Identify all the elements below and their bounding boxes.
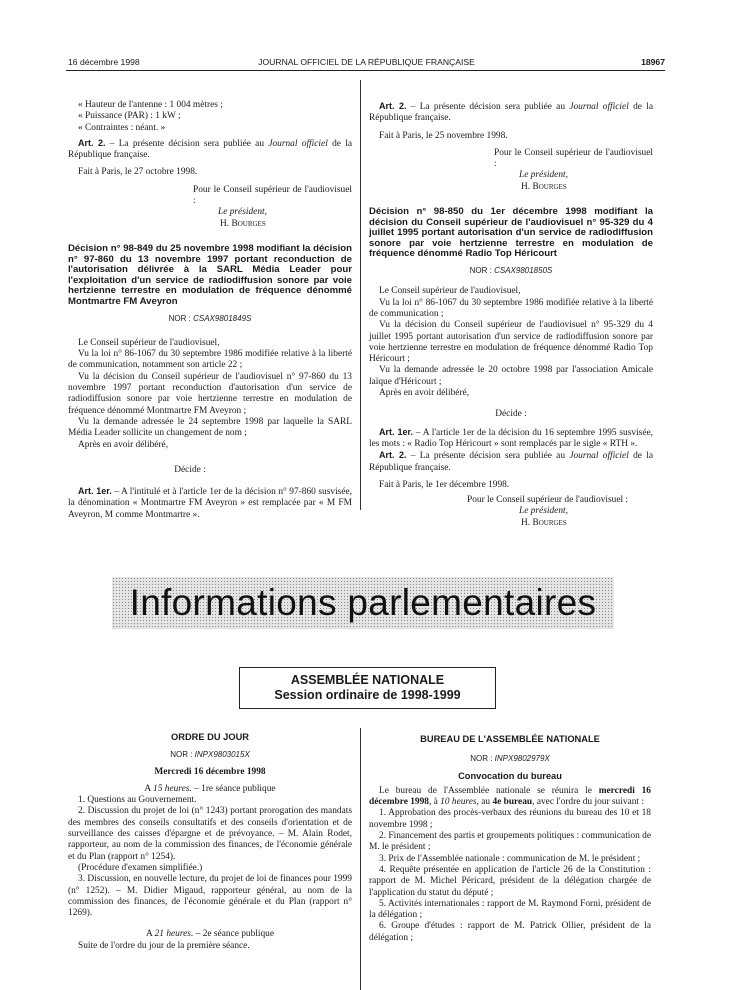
paragraph: Après en avoir délibéré, xyxy=(78,439,169,450)
nor-reference: NOR : INPX9802979X xyxy=(470,754,550,764)
page-header xyxy=(68,57,665,69)
article-label: Art. 2. xyxy=(78,137,106,148)
agenda-item: 3. Prix de l'Assemblée nationale : communication de M. le président ; xyxy=(379,853,641,864)
nor-reference: NOR : CSAX9801849S xyxy=(168,313,252,323)
agenda-item: (Procédure d'examen simplifiée.) xyxy=(78,862,203,873)
agenda-item: 1. Questions au Gouvernement. xyxy=(78,795,197,806)
nor-reference: NOR : CSAX9801850S xyxy=(469,266,553,276)
decide-heading: Décide : xyxy=(174,464,206,475)
signature-name: H. Bourges xyxy=(521,517,567,528)
agenda-item: 3. Discussion, en nouvelle lecture, du projet de loi de finances pour 1999 (n° 1252). – M. Didier Migaud, rapporteur général, au nom de la commission des finances, de l'économie générale et du Plan (rapport n° 1269). xyxy=(68,874,352,919)
column-divider-bottom xyxy=(360,728,361,990)
agenda-item: 2. Financement des partis et groupements politiques : communication de M. le président ; xyxy=(369,831,651,853)
paragraph: Vu la demande adressée le 20 octobre 1998 par l'association Amicale laïque d'Héricourt ; xyxy=(369,365,653,387)
article-label: Art. 2. xyxy=(379,450,407,461)
paragraph: Le Conseil supérieur de l'audiovisuel, xyxy=(78,337,220,348)
list-line: « Hauteur de l'antenne : 1 004 mètres ; xyxy=(78,100,223,110)
agenda-item: Suite de l'ordre du jour de la première séance. xyxy=(78,940,250,951)
article-1-paragraph: Art. 1er. – A l'intitulé et à l'article 1er de la décision n° 97-860 susvisée, la dénomination « Montmartre FM Aveyron » est remplacée par « M FM Aveyron, M comme Montmartre ». xyxy=(68,486,352,520)
signature-for: Pour le Conseil supérieur de l'audiovisuel : xyxy=(193,184,352,207)
article-label: Art. 2. xyxy=(379,101,407,111)
decision-title: Décision n° 98-850 du 1er décembre 1998 modifiant la décision du Conseil supérieur de l'audiovisuel n° 95-329 du 4 juillet 1995 portant autorisation d'un service de radiodiffusion sonore par voie hertzienne terrestre en modulation de fréquence dénommé Radio Top Héricourt xyxy=(369,206,653,260)
signature-role: Le président, xyxy=(218,207,267,218)
sitting-2: A 21 heures. – 2e séance publique xyxy=(145,929,275,940)
signature-role: Le président, xyxy=(519,506,568,517)
paragraph: Après en avoir délibéré, xyxy=(379,388,470,399)
paragraph: Le Conseil supérieur de l'audiovisuel, xyxy=(379,286,521,297)
place-date: Fait à Paris, le 27 octobre 1998. xyxy=(78,167,198,178)
list-line: « Contraintes : néant. » xyxy=(78,122,166,133)
header-date: 16 décembre 1998 xyxy=(68,57,140,67)
paragraph: Vu la décision du Conseil supérieur de l'audiovisuel n° 97-860 du 13 novembre 1997 portant reconduction d'autorisation d'un service de radiodiffusion sonore par voie hertzienne terrestre en modulation de fréquence dénommé Montmartre FM Aveyron ; xyxy=(68,371,352,416)
place-date: Fait à Paris, le 1er décembre 1998. xyxy=(379,479,510,490)
signature-for: Pour le Conseil supérieur de l'audiovisuel : xyxy=(494,147,653,170)
header-page-number: 18967 xyxy=(641,57,665,67)
place-date: Fait à Paris, le 25 novembre 1998. xyxy=(379,130,508,141)
paragraph: Vu la loi n° 86-1067 du 30 septembre 1986 modifiée relative à la liberté de communication, notamment son article 22 ; xyxy=(68,349,352,371)
assembly-title-box xyxy=(239,667,496,709)
left-column-top xyxy=(68,100,352,521)
bureau-section xyxy=(369,734,651,944)
right-column-top xyxy=(369,101,653,529)
list-line: « Puissance (PAR) : 1 kW ; xyxy=(78,111,181,122)
journal-name: Journal officiel xyxy=(569,102,629,112)
column-divider-top xyxy=(360,80,361,510)
article-label: Art. 1er. xyxy=(379,426,413,437)
agenda-item: 2. Discussion du projet de loi (n° 1243) portant prorogation des mandats des membres des conseils consultatifs et des conseils d'orientation et de surveillance des caisses d'épargne et de prévoyance. – M. Alain Rodet, rapporteur, au nom de la commission des finances, de l'économie générale et du Plan (rapport n° 1254). xyxy=(68,806,352,862)
agenda-item: 1. Approbation des procès-verbaux des réunions du bureau des 10 et 18 novembre 1998 ; xyxy=(369,808,651,830)
article-label: Art. 1er. xyxy=(78,486,112,497)
sitting-1: A 15 heures. – 1re séance publique xyxy=(144,783,276,794)
paragraph: Vu la loi n° 86-1067 du 30 septembre 1986 modifiée relative à la liberté de communication ; xyxy=(369,297,653,319)
article-1-paragraph: Art. 1er. – A l'article 1er de la décision du 16 septembre 1995 susvisée, les mots : « Radio Top Héricourt » sont remplacés par le sigle « RTH ». xyxy=(369,426,653,449)
agenda-item: 6. Groupe d'études : rapport de M. Patrick Ollier, président de la délégation ; xyxy=(369,921,651,943)
signature-for: Pour le Conseil supérieur de l'audiovisuel : xyxy=(467,495,629,506)
article-2-paragraph: Art. 2. – La présente décision sera publiée au Journal officiel de la République française. xyxy=(68,137,352,161)
decide-heading: Décide : xyxy=(495,409,527,420)
section-subtitle: Convocation du bureau xyxy=(458,770,562,781)
journal-name: Journal officiel xyxy=(268,138,328,149)
signature-name: H. Bourges xyxy=(521,181,567,192)
signature-role: Le président, xyxy=(519,170,568,181)
ordre-du-jour-section xyxy=(68,732,352,952)
agenda-item: 4. Requête présentée en application de l'article 26 de la Constitution : rapport de M. Michel Péricard, président de la délégation chargée de l'application du statut du député ; xyxy=(369,864,651,898)
banner-title: Informations parlementaires xyxy=(129,582,597,623)
decision-title: Décision n° 98-849 du 25 novembre 1998 modifiant la décision n° 97-860 du 13 novembre 1997 portant reconduction de l'autorisation délivrée à la SARL Média Leader pour l'exploitation d'un service de radiodiffusion sonore par voie hertzienne terrestre en modulation de fréquence dénommé Montmartre FM Aveyron xyxy=(68,242,352,307)
section-title: BUREAU DE L'ASSEMBLÉE NATIONALE xyxy=(420,734,600,744)
agenda-item: 5. Activités internationales : rapport de M. Raymond Forni, président de la délégation ; xyxy=(369,898,651,921)
section-title: ORDRE DU JOUR xyxy=(171,732,249,742)
assembly-name: ASSEMBLÉE NATIONALE xyxy=(290,673,445,687)
convocation-intro: Le bureau de l'Assemblée nationale se réunira le mercredi 16 décembre 1998, à 10 heures, au 4e bureau, avec l'ordre du jour suivant : xyxy=(369,785,651,808)
journal-name: Journal officiel xyxy=(569,451,629,462)
paragraph: Vu la demande adressée le 24 septembre 1998 par laquelle la SARL Média Leader sollicite un changement de nom ; xyxy=(68,416,352,439)
session-name: Session ordinaire de 1998-1999 xyxy=(274,688,461,702)
article-2-paragraph: Art. 2. – La présente décision sera publiée au Journal officiel de la République française. xyxy=(369,450,653,473)
paragraph: Vu la décision du Conseil supérieur de l'audiovisuel n° 95-329 du 4 juillet 1995 portant autorisation d'un service de radiodiffusion sonore par voie hertzienne terrestre en modulation de fréquence dénommé Radio Top Héricourt ; xyxy=(369,320,653,365)
signature-name: H. Bourges xyxy=(220,218,266,229)
section-banner xyxy=(112,577,614,629)
session-day: Mercredi 16 décembre 1998 xyxy=(154,766,266,777)
header-rule xyxy=(66,70,665,71)
article-2-paragraph: Art. 2. – La présente décision sera publiée au Journal officiel de la République française. xyxy=(369,101,653,124)
nor-reference: NOR : INPX9803015X xyxy=(170,750,250,760)
header-journal-title: JOURNAL OFFICIEL DE LA RÉPUBLIQUE FRANÇAISE xyxy=(258,57,475,67)
